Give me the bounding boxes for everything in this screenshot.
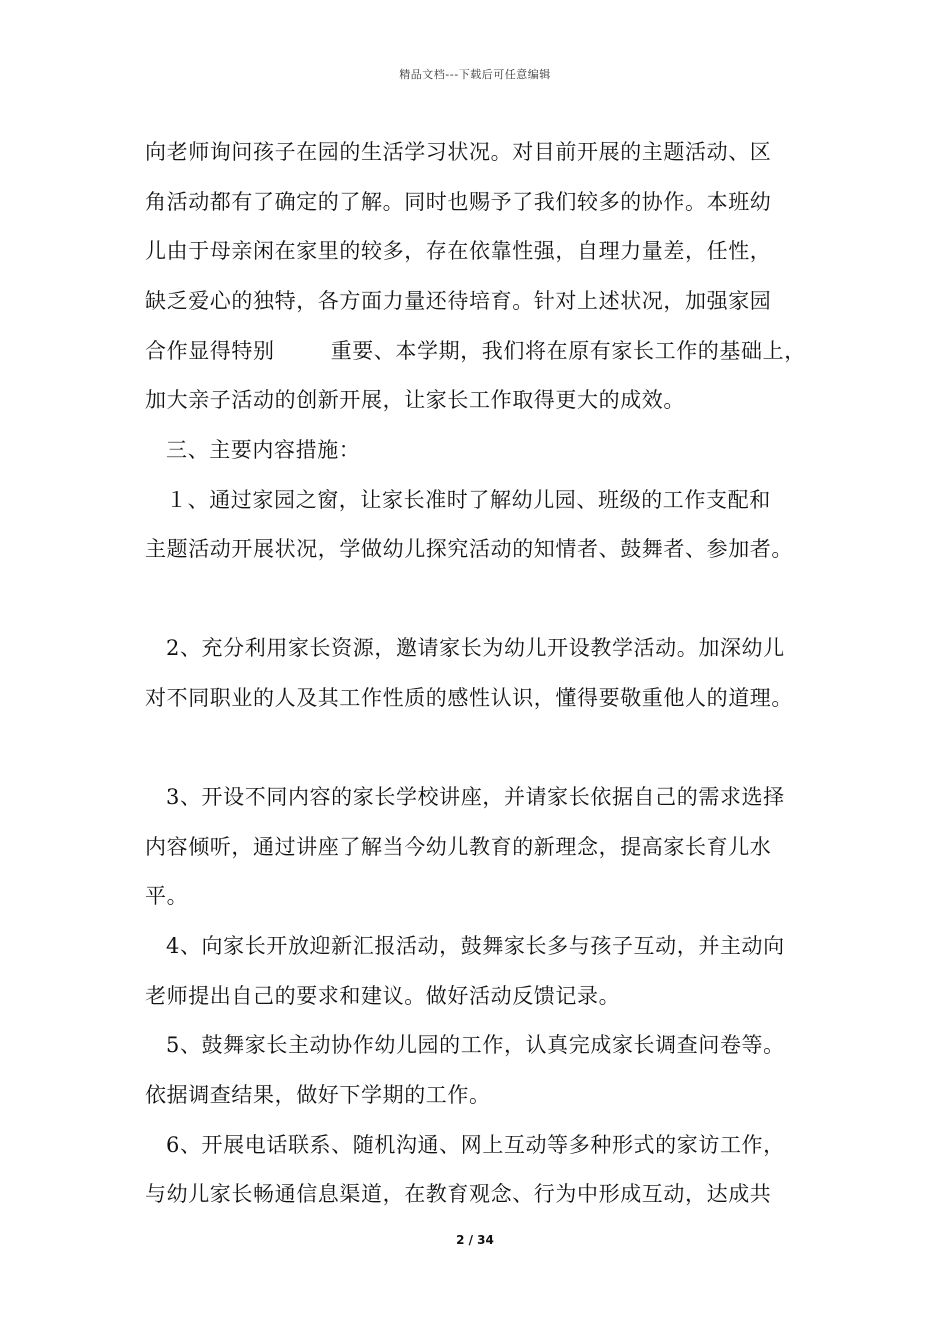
body-line: 内容倾听，通过讲座了解当今幼儿教育的新理念，提高家长育儿水 — [145, 835, 772, 859]
body-line-part: 重要、本学期，我们将在原有家长工作的基础上， — [330, 339, 806, 363]
body-line: 缺乏爱心的独特，各方面力量还待培育。针对上述状况，加强家园 — [145, 289, 772, 313]
section-heading: 三、主要内容措施： — [166, 438, 361, 462]
body-line: 4、向家长开放迎新汇报活动，鼓舞家长多与孩子互动，并主动向 — [166, 934, 785, 958]
body-line: 3、开设不同内容的家长学校讲座，并请家长依据自己的需求选择 — [166, 785, 785, 809]
body-line-split — [145, 336, 835, 366]
body-line: 老师提出自己的要求和建议。做好活动反馈记录。 — [145, 984, 621, 1008]
body-line: 6、开展电话联系、随机沟通、网上互动等多种形式的家访工作， — [166, 1133, 785, 1157]
page-number: 2 / 34 — [456, 1233, 494, 1247]
body-line: １、通过家园之窗，让家长准时了解幼儿园、班级的工作支配和 — [166, 488, 771, 512]
body-line: 角活动都有了确定的了解。同时也赐予了我们较多的协作。本班幼 — [145, 190, 772, 214]
body-line: 对不同职业的人及其工作性质的感性认识，懂得要敬重他人的道理。 — [145, 686, 793, 710]
body-line: 儿由于母亲闲在家里的较多，存在依靠性强，自理力量差，任性， — [145, 239, 772, 263]
page-header: 精品文档---下载后可任意编辑 — [399, 68, 551, 81]
body-line: 依据调查结果，做好下学期的工作。 — [145, 1083, 491, 1107]
body-line: 平。 — [145, 884, 189, 908]
body-line: 2、充分利用家长资源，邀请家长为幼儿开设教学活动。加深幼儿 — [166, 636, 785, 660]
body-line: 5、鼓舞家长主动协作幼儿园的工作，认真完成家长调查问卷等。 — [166, 1033, 785, 1057]
body-line: 加大亲子活动的创新开展，让家长工作取得更大的成效。 — [145, 388, 685, 412]
body-line: 向老师询问孩子在园的生活学习状况。对目前开展的主题活动、区 — [145, 140, 772, 164]
body-line: 与幼儿家长畅通信息渠道，在教育观念、行为中形成互动，达成共 — [145, 1182, 772, 1206]
body-line: 主题活动开展状况，学做幼儿探究活动的知情者、鼓舞者、参加者。 — [145, 537, 793, 561]
body-line-part: 合作显得特别 — [145, 339, 275, 363]
